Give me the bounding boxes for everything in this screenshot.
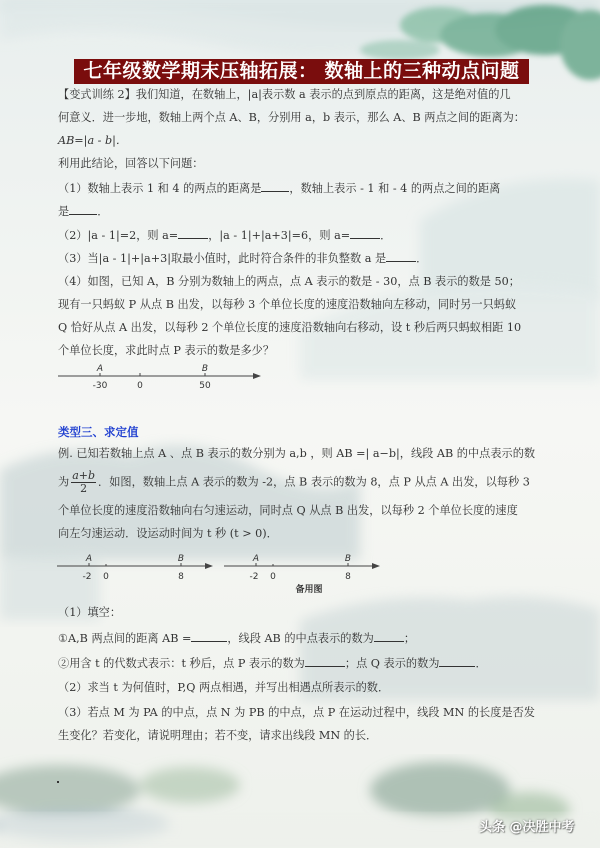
type3-question-3-line1: （3）若点 M 为 PA 的中点，点 N 为 PB 的中点，点 P 在运动过程中，线段 MN 的长度是否发 [58, 706, 535, 719]
tick-value: -2 [249, 572, 259, 582]
type3-question-1-part1 [58, 630, 548, 647]
part2-text-a: ②用含 t 的代数式表示：t 秒后，点 P 表示的数为 [58, 657, 305, 670]
answer-blank[interactable] [261, 180, 289, 192]
source-watermark: 头条 @决胜中考 [479, 820, 575, 835]
question-4-line3: Q 恰好从点 A 出发，以每秒 2 个单位长度的速度沿数轴向右移动，设 t 秒后两只蚂蚁相距 10 [58, 321, 522, 334]
exercise-prompt: 利用此结论，回答以下问题： [58, 157, 204, 170]
tick-value: 0 [137, 381, 143, 391]
point-A-label: A [252, 554, 260, 564]
question-1-line1 [58, 180, 548, 197]
example-line3: 个单位长度的速度沿数轴向右匀速运动，同时点 Q 从点 B 出发，以每秒 2 个单位长度的速度 [58, 504, 518, 517]
point-B-label: B [177, 554, 185, 564]
number-line-backup [224, 554, 384, 604]
point-B-label: B [344, 554, 352, 564]
part2-text-b: ；点 Q 表示的数为 [344, 657, 440, 670]
fraction-numerator: a+b [72, 469, 96, 482]
page-title: 七年级数学期末压轴拓展： 数轴上的三种动点问题 [74, 59, 529, 84]
q1-text-c: 是 [58, 205, 70, 218]
question-1-line2 [58, 203, 548, 220]
type3-question-3-line2: 生变化？若变化，请说明理由；若不变，请求出线段 MN 的长． [58, 729, 378, 742]
tick-value: 0 [103, 572, 109, 582]
point-B-label: B [201, 364, 209, 374]
point-A-label: A [96, 364, 104, 374]
example-line1: 例. 已知若数轴上点 A 、点 B 表示的数分别为 a,b ，则 AB =| a−b|，线段 AB 的中点表示的数 [58, 447, 536, 460]
stray-dot [57, 781, 59, 783]
number-line-q4 [58, 364, 263, 398]
q1-text-b: ，数轴上表示 - 1 和 - 4 的两点之间的距离 [289, 182, 501, 195]
answer-blank[interactable] [191, 630, 227, 642]
type3-question-1-part2 [58, 655, 548, 672]
answer-blank[interactable] [374, 630, 404, 642]
type3-question-1: （1）填空： [58, 606, 122, 619]
type3-question-2: （2）求当 t 为何值时，P,Q 两点相遇，并写出相遇点所表示的数． [58, 681, 390, 694]
point-A-label: A [85, 554, 93, 564]
q2-text-b: ，|a - 1|+|a+3|=6，则 a= [208, 229, 351, 242]
answer-blank[interactable] [305, 655, 345, 667]
question-4-line2: 现有一只蚂蚁 P 从点 B 出发，以每秒 3 个单位长度的速度沿数轴向左移动，同时另一只蚂蚁 [58, 298, 517, 311]
answer-blank[interactable] [69, 203, 97, 215]
answer-blank[interactable] [439, 655, 475, 667]
tick-value: 8 [178, 572, 184, 582]
question-4-line1: （4）如图，已知 A，B 分别为数轴上的两点，点 A 表示的数是 - 30，点 B 表示的数是 50； [58, 275, 520, 288]
q3-text-b: ． [416, 252, 428, 265]
part1-text-a: ①A,B 两点间的距离 AB = [58, 632, 192, 645]
part1-text-c: ； [403, 632, 416, 645]
fraction-denominator: 2 [80, 482, 88, 495]
part1-text-b: ，线段 AB 的中点表示的数为 [227, 632, 374, 645]
example-text-a: 为 [58, 475, 70, 489]
question-4-line4: 个单位长度，求此时点 P 表示的数是多少？ [58, 344, 275, 357]
q2-text-c: ． [380, 229, 392, 242]
number-line-main [57, 554, 217, 590]
q1-text-d: ． [97, 205, 109, 218]
backup-figure-caption: 备用图 [295, 585, 323, 595]
q3-text-a: （3）当|a - 1|+|a+3|取最小值时，此时符合条件的非负整数 a 是 [58, 252, 387, 265]
tick-value: 0 [270, 572, 276, 582]
distance-formula: AB=|a - b|． [58, 134, 128, 147]
question-2 [58, 227, 548, 244]
section-heading-type3: 类型三、求定值 [58, 425, 139, 439]
example-line2 [58, 470, 548, 495]
answer-blank[interactable] [386, 250, 416, 262]
exercise-intro-line1: 【变式训练 2】我们知道，在数轴上，|a|表示数 a 表示的点到原点的距离，这是绝对值的几 [58, 88, 511, 101]
q1-text-a: （1）数轴上表示 1 和 4 的两点的距离是 [58, 182, 262, 195]
answer-blank[interactable] [350, 227, 380, 239]
q2-text-a: （2）|a - 1|=2，则 a= [58, 229, 179, 242]
part2-text-c: ． [475, 657, 487, 670]
question-3 [58, 250, 548, 267]
exercise-intro-line2: 何意义．进一步地，数轴上两个点 A、B，分别用 a，b 表示，那么 A、B 两点之间的距离为： [58, 111, 525, 124]
answer-blank[interactable] [178, 227, 208, 239]
tick-value: 50 [199, 381, 211, 391]
tick-value: 8 [345, 572, 351, 582]
example-text-b: ．如图，数轴上点 A 表示的数为 -2，点 B 表示的数为 8，点 P 从点 A 出发，以每秒 3 [98, 475, 530, 489]
example-line4: 向左匀速运动．设运动时间为 t 秒 (t > 0)． [58, 527, 278, 540]
midpoint-fraction [71, 470, 96, 495]
tick-value: -30 [92, 381, 108, 391]
tick-value: -2 [82, 572, 92, 582]
